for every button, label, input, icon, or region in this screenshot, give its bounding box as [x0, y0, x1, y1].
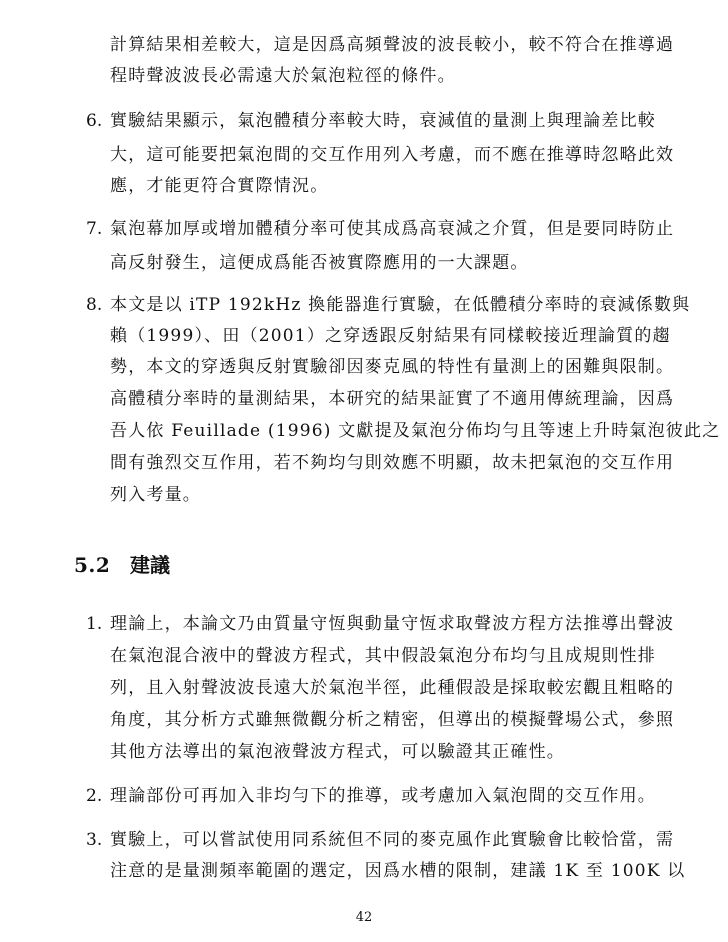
list-item-line: 注意的是量測頻率範圍的選定，因爲水槽的限制，建議 1K 至 100K 以 [110, 861, 686, 881]
suggestion-item-1 [86, 613, 674, 635]
list-item-number: 8. [86, 295, 103, 315]
list-item-text: 理論上，本論文乃由質量守恆與動量守恆求取聲波方程方法推導出聲波 [110, 614, 675, 634]
section-title: 建議 [130, 553, 170, 577]
suggestion-item-3 [86, 829, 674, 851]
list-item-number: 3. [86, 830, 103, 850]
list-item-line: 列入考量。 [110, 485, 201, 505]
list-item-line: 角度，其分析方式雖無微觀分析之精密，但導出的模擬聲場公式，參照 [110, 710, 675, 730]
paragraph-line: 程時聲波波長必需遠大於氣泡粒徑的條件。 [110, 66, 456, 86]
list-item-line: 高體積分率時的量測結果，本研究的結果証實了不適用傳統理論，因爲 [110, 389, 675, 409]
list-item-line: 高反射發生，這便成爲能否被實際應用的一大課題。 [110, 253, 529, 273]
list-item-number: 1. [86, 614, 103, 634]
list-item-text: 實驗結果顯示，氣泡體積分率較大時，衰減值的量測上與理論差比較 [110, 111, 656, 131]
list-item-number: 6. [86, 111, 103, 131]
list-item-line: 列，且入射聲波波長遠大於氣泡半徑，此種假設是採取較宏觀且粗略的 [110, 678, 675, 698]
list-item-line: 大，這可能要把氣泡間的交互作用列入考慮，而不應在推導時忽略此效 [110, 145, 675, 165]
page-number: 42 [355, 910, 373, 925]
list-item-line: 應，才能更符合實際情況。 [110, 176, 329, 196]
list-item-text: 本文是以 iTP 192kHz 換能器進行實驗，在低體積分率時的衰減係數與 [110, 295, 691, 315]
list-item-number: 2. [86, 786, 103, 806]
list-item-line: 吾人依 Feuillade (1996) 文獻提及氣泡分佈均勻且等速上升時氣泡彼此之 [110, 421, 721, 441]
list-item-text: 實驗上，可以嘗試使用同系統但不同的麥克風作此實驗會比較恰當，需 [110, 830, 675, 850]
paragraph-line: 計算結果相差較大，這是因爲高頻聲波的波長較小，較不符合在推導過 [110, 35, 675, 55]
list-item-6 [86, 110, 656, 132]
list-item-line: 間有強烈交互作用，若不夠均勻則效應不明顯，故未把氣泡的交互作用 [110, 453, 675, 473]
suggestion-item-2 [86, 785, 656, 807]
list-item-line: 其他方法導出的氣泡液聲波方程式，可以驗證其正確性。 [110, 742, 565, 762]
list-item-text: 氣泡幕加厚或增加體積分率可使其成爲高衰減之介質，但是要同時防止 [110, 219, 675, 239]
section-number: 5.2 [74, 553, 111, 577]
list-item-text: 理論部份可再加入非均勻下的推導，或考慮加入氣泡間的交互作用。 [110, 786, 656, 806]
section-heading [74, 552, 170, 578]
list-item-line: 勢，本文的穿透與反射實驗卻因麥克風的特性有量測上的困難與限制。 [110, 357, 675, 377]
list-item-line: 賴（1999）、田（2001）之穿透跟反射結果有同樣較接近理論質的趨 [110, 326, 671, 346]
list-item-7 [86, 218, 674, 240]
list-item-8 [86, 294, 690, 316]
list-item-line: 在氣泡混合液中的聲波方程式，其中假設氣泡分布均勻且成規則性排 [110, 646, 656, 666]
list-item-number: 7. [86, 219, 103, 239]
